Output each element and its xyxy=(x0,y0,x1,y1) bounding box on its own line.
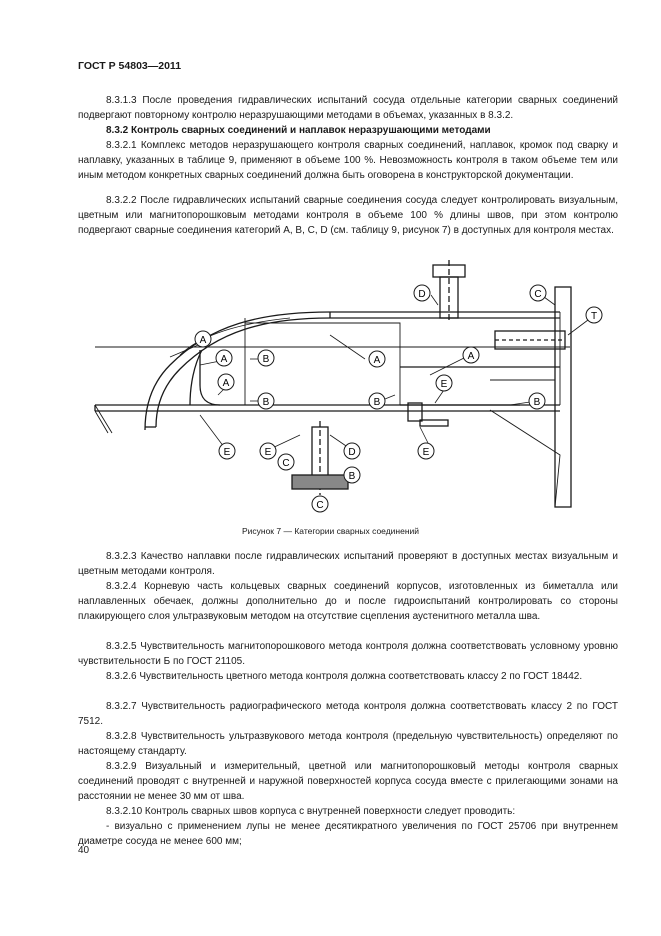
label-a-1 xyxy=(195,331,211,347)
label-a-4 xyxy=(369,351,385,367)
svg-text:A: A xyxy=(222,378,230,389)
list-item-visual-inspection: - визуально с применением лупы не менее десятикратного увеличения по ГОСТ 25706 при внутреннем диаметре сосуда не менее 600 мм; xyxy=(78,821,618,847)
page-number: 40 xyxy=(78,845,90,856)
svg-text:A: A xyxy=(199,335,207,346)
paragraph-8-3-2-1: 8.3.2.1 Комплекс методов неразрушающего контроля сварных соединений, наплавок, кромок под сварку и наплавку, указанных в таблице 9, применяют в объеме 100 %. Невозможность контроля в таком объеме тем или иным методом конкретных сварных соединений должна быть оговорена в конструкторской документации. xyxy=(78,140,618,181)
label-c-2 xyxy=(278,454,294,470)
svg-text:B: B xyxy=(262,354,270,365)
right-flange xyxy=(555,287,571,507)
svg-text:E: E xyxy=(422,447,430,458)
section-heading-8-3-2: 8.3.2 Контроль сварных соединений и наплавок неразрушающими методами xyxy=(106,125,491,136)
paragraph-8-3-2-9: 8.3.2.9 Визуальный и измерительный, цветной или магнитопорошковый методы контроля сварных соединений проводят с внутренней и наружной поверхностей корпуса сосуда вместе с прилегающими зонами на расстоянии не менее 30 мм от шва. xyxy=(78,761,618,802)
svg-text:T: T xyxy=(590,311,598,322)
label-b-5 xyxy=(344,467,360,483)
label-c-1 xyxy=(530,285,546,301)
svg-text:D: D xyxy=(348,447,356,458)
svg-text:C: C xyxy=(534,289,542,300)
label-b-2 xyxy=(258,393,274,409)
label-b-3 xyxy=(369,393,385,409)
svg-text:B: B xyxy=(348,471,356,482)
label-e-2 xyxy=(219,443,235,459)
label-c-3 xyxy=(312,496,328,512)
svg-text:A: A xyxy=(220,354,228,365)
svg-text:D: D xyxy=(418,289,426,300)
paragraph-8-3-2-4: 8.3.2.4 Корневую часть кольцевых сварных соединений корпусов, изготовленных из биметалла или наплавленных обечаек, должны дополнительно до и после гидроиспытаний контролировать со стороны плакирующего слоя ультразвуковым методом на отсутствие сцепления аустенитного металла шва. xyxy=(78,581,618,622)
svg-text:E: E xyxy=(440,379,448,390)
svg-text:B: B xyxy=(262,397,270,408)
svg-text:A: A xyxy=(467,351,475,362)
svg-text:B: B xyxy=(533,397,541,408)
paragraph-8-3-2-3: 8.3.2.3 Качество наплавки после гидравлических испытаний проверяют в доступных местах визуальным и цветным методами контроля. xyxy=(78,551,618,577)
svg-text:A: A xyxy=(373,355,381,366)
paragraph-8-3-1-3: 8.3.1.3 После проведения гидравлических испытаний сосуда отдельные категории сварных соединений подвергают повторному контролю неразрушающими методами в объемах, указанных в 8.3.2. xyxy=(78,95,618,121)
paragraph-8-3-2-8: 8.3.2.8 Чувствительность ультразвукового метода контроля (предельную чувствительность) определяют по настоящему стандарту. xyxy=(78,731,618,757)
label-e-3 xyxy=(260,443,276,459)
label-b-4 xyxy=(529,393,545,409)
label-t-1 xyxy=(586,307,602,323)
svg-text:E: E xyxy=(264,447,272,458)
label-b-1 xyxy=(258,350,274,366)
label-a-5 xyxy=(463,347,479,363)
svg-text:C: C xyxy=(316,500,324,511)
paragraph-8-3-2-7: 8.3.2.7 Чувствительность радиографического метода контроля должна соответствовать классу 2 по ГОСТ 7512. xyxy=(78,701,618,727)
label-d-1 xyxy=(414,285,430,301)
svg-text:C: C xyxy=(282,458,290,469)
label-e-1 xyxy=(436,375,452,391)
label-a-3 xyxy=(218,374,234,390)
top-shell-wall xyxy=(330,312,560,318)
paragraph-8-3-2-10: 8.3.2.10 Контроль сварных швов корпуса с внутренней поверхности следует проводить: xyxy=(106,806,516,817)
weld-categories-figure xyxy=(90,255,610,515)
document-header: ГОСТ Р 54803—2011 xyxy=(78,60,182,72)
svg-text:E: E xyxy=(223,447,231,458)
paragraph-8-3-2-5: 8.3.2.5 Чувствительность магнитопорошкового метода контроля должна соответствовать условному уровню чувствительности Б по ГОСТ 21105. xyxy=(78,641,618,667)
svg-text:B: B xyxy=(373,397,381,408)
label-d-2 xyxy=(344,443,360,459)
figure-caption: Рисунок 7 — Категории сварных соединений xyxy=(241,526,420,536)
elbow-outer-wall xyxy=(145,312,330,430)
paragraph-8-3-2-6: 8.3.2.6 Чувствительность цветного метода контроля должна соответствовать классу 2 по ГОСТ 18442. xyxy=(106,671,583,682)
label-e-4 xyxy=(418,443,434,459)
label-a-2 xyxy=(216,350,232,366)
paragraph-8-3-2-2: 8.3.2.2 После гидравлических испытаний сварные соединения сосуда следует контролировать визуальным, цветным или магнитопорошковым методами контроля в объеме 100 % длины швов, при этом контролю подвергают сварные соединения категорий А, В, С, D (см. таблицу 9, рисунок 7) в доступных для контроля местах. xyxy=(78,195,618,236)
